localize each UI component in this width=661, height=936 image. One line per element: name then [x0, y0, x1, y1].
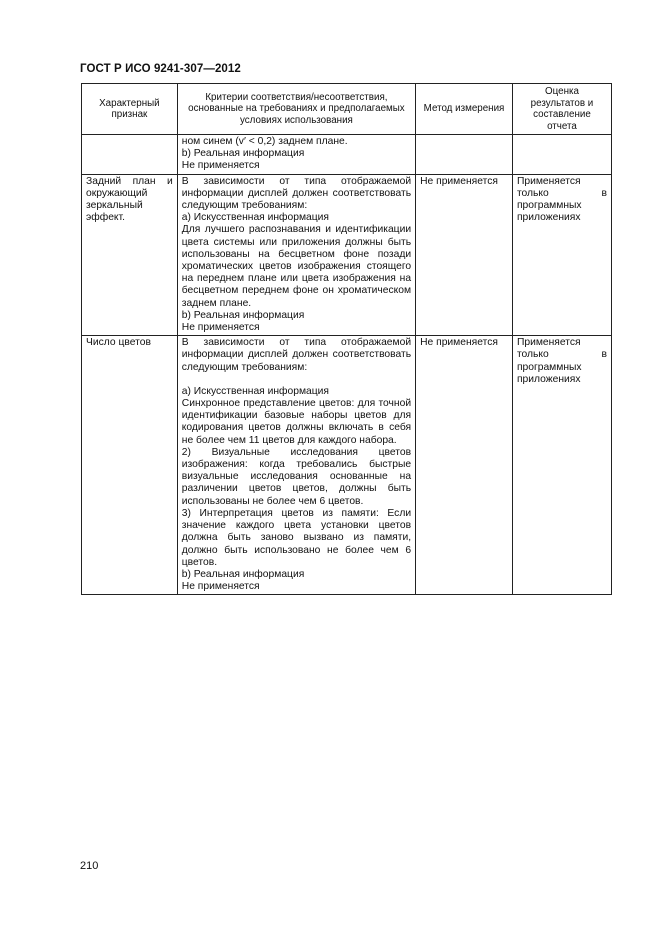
document-code: ГОСТ Р ИСО 9241-307—2012 — [80, 63, 241, 75]
method-cell — [416, 174, 513, 336]
criteria-text: b) Реальная информация — [181, 309, 305, 321]
table-row — [82, 336, 612, 595]
criteria-text: b) Реальная информация — [181, 568, 305, 580]
criteria-text: 3) Интерпретация цветов из памяти: Если значение каждого цвета установки цветов должна быть заново вызвано из памяти, должно быть использовано не более чем 6 цветов. — [181, 507, 412, 568]
criteria-text: Не применяется — [181, 581, 260, 593]
criteria-text: 2) Визуальные исследования цветов изображения: когда требовались быстрые визуальные исследования основанные на различении цветов цветов, должны быть использованы не более чем 6 цветов. — [181, 446, 412, 507]
criteria-cell — [177, 336, 415, 595]
criteria-text: Синхронное представление цветов: для точной идентификации базовые наборы цветов для кодирования цветов должны включать в себя не более чем 11 цветов для каждого набора. — [181, 398, 412, 446]
assessment-cell — [512, 135, 611, 175]
column-header-method: Метод измерения — [416, 84, 513, 135]
feature-cell — [82, 174, 178, 336]
criteria-text: Не применяется — [181, 160, 260, 172]
assessment-cell — [512, 174, 611, 336]
method-text: Не применяется — [420, 337, 498, 349]
assessment-text: Применяется только в программных приложениях — [516, 337, 607, 385]
table-header-row — [82, 84, 612, 135]
requirements-table — [81, 83, 612, 595]
method-cell — [416, 135, 513, 175]
feature-cell — [82, 336, 178, 595]
criteria-cell — [177, 174, 415, 336]
page-number: 210 — [80, 860, 99, 872]
criteria-text: ном синем (v′ < 0,2) заднем плане. — [181, 136, 348, 147]
criteria-text: В зависимости от типа отображаемой информации дисплей должен соответствовать следующим требованиям: — [181, 337, 412, 373]
feature-text: Задний план и окружающий зеркальный эффект. — [86, 175, 173, 224]
criteria-text: Не применяется — [181, 322, 260, 334]
criteria-text: а) Искусственная информация — [181, 385, 330, 397]
assessment-text: Применяется только в программных приложениях — [516, 175, 607, 224]
criteria-text: а) Искусственная информация — [181, 212, 330, 224]
criteria-text: b) Реальная информация — [181, 148, 305, 160]
feature-cell — [82, 135, 178, 175]
column-header-criteria: Критерии соответствия/несоответствия, основанные на требованиях и предполагаемых условиях использования — [177, 84, 415, 135]
feature-text: Число цветов — [86, 337, 151, 349]
table-row — [82, 135, 612, 175]
column-header-feature: Характерный признак — [82, 84, 178, 135]
blank-line — [182, 374, 411, 386]
criteria-text: Для лучшего распознавания и идентификации цвета системы или приложения должны быть использованы на бесцветном фоне позади хроматических цветов изображения стоящего на переднем плане или цвета изображения на бесцветном переднем фоне он хроматическом заднем плане. — [181, 224, 412, 309]
criteria-text: В зависимости от типа отображаемой информации дисплей должен соответствовать следующим требованиям: — [181, 175, 412, 212]
assessment-cell — [512, 336, 611, 595]
table-row — [82, 174, 612, 336]
method-text: Не применяется — [420, 175, 498, 187]
method-cell — [416, 336, 513, 595]
criteria-cell — [177, 135, 415, 175]
column-header-assessment: Оценка результатов и составление отчета — [512, 84, 611, 135]
